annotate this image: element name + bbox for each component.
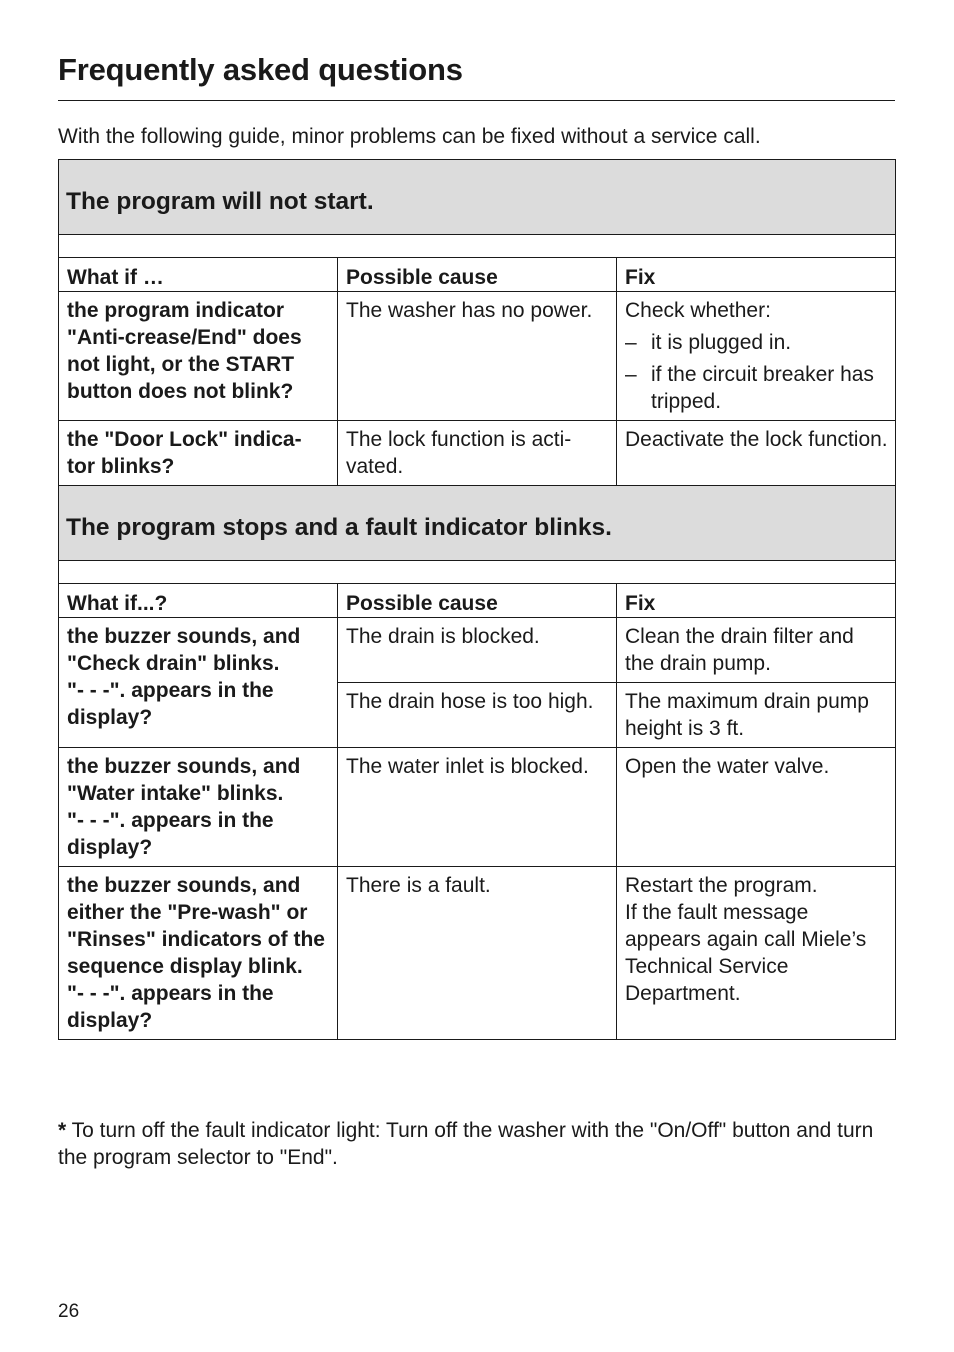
table-row — [59, 867, 896, 1040]
fix-cell: The maximum drain pump height is 3 ft. — [617, 683, 896, 748]
question-line: the buzzer sounds, and "Water intake" blinks. — [67, 755, 301, 805]
page-title: Frequently asked questions — [58, 52, 463, 87]
column-header-fix: Fix — [617, 584, 896, 618]
column-header-row — [59, 584, 896, 618]
column-header-cause: Possible cause — [338, 584, 617, 618]
fix-intro: Check whether: — [625, 299, 771, 322]
title-divider — [58, 100, 895, 101]
cause-cell: The drain hose is too high. — [338, 683, 617, 748]
footnote-asterisk: * — [58, 1119, 67, 1142]
page-number: 26 — [58, 1301, 80, 1322]
fix-cell — [617, 867, 896, 1040]
table-row — [59, 748, 896, 867]
question-line: the buzzer sounds, and "Check drain" blinks. — [67, 625, 301, 675]
section-heading: The program will not start. — [59, 160, 896, 235]
section-heading-row — [59, 486, 896, 561]
section-spacer-row — [59, 561, 896, 584]
question-cell: the "Door Lock" indica- tor blinks? — [59, 421, 338, 486]
section-spacer — [59, 561, 896, 584]
column-header-row — [59, 258, 896, 292]
column-header-what-if: What if … — [59, 258, 338, 292]
footnote — [58, 1117, 878, 1171]
fix-cell: Deactivate the lock function. — [617, 421, 896, 486]
cause-cell: The washer has no power. — [338, 292, 617, 421]
column-header-fix: Fix — [617, 258, 896, 292]
question-cell — [59, 618, 338, 748]
table-row — [59, 618, 896, 683]
fix-list-item-text: if the circuit breaker has tripped. — [651, 363, 874, 413]
fix-list-item — [625, 329, 888, 356]
dash-bullet: – — [625, 363, 637, 386]
fix-line: Restart the program. — [625, 874, 818, 897]
cause-cell: The lock function is acti- vated. — [338, 421, 617, 486]
section-spacer — [59, 235, 896, 258]
question-cell — [59, 748, 338, 867]
table-row — [59, 421, 896, 486]
fix-cell: Clean the drain filter and the drain pump. — [617, 618, 896, 683]
fix-cell — [617, 292, 896, 421]
cause-cell: There is a fault. — [338, 867, 617, 1040]
question-line: the buzzer sounds, and either the "Pre-wash" or "Rinses" indicators of the sequence display blink. — [67, 874, 325, 978]
dash-bullet: – — [625, 331, 637, 354]
intro-text: With the following guide, minor problems can be fixed without a service call. — [58, 125, 761, 148]
section-spacer-row — [59, 235, 896, 258]
fix-line: If the fault message appears again call Miele’s Technical Service Department. — [625, 901, 867, 1005]
column-header-what-if: What if...? — [59, 584, 338, 618]
question-line: "- - -". appears in the display? — [67, 809, 274, 859]
table-row — [59, 292, 896, 421]
question-cell — [59, 867, 338, 1040]
faq-table — [58, 159, 896, 1040]
question-cell: the program indicator "Anti-crease/End" does not light, or the START button does not blink? — [59, 292, 338, 421]
fix-list-item — [625, 361, 888, 415]
footnote-text: To turn off the fault indicator light: Turn off the washer with the "On/Off" button and turn the program selector to "End". — [58, 1119, 874, 1169]
fix-cell: Open the water valve. — [617, 748, 896, 867]
column-header-cause: Possible cause — [338, 258, 617, 292]
cause-cell: The water inlet is blocked. — [338, 748, 617, 867]
question-line: "- - -". appears in the display? — [67, 679, 274, 729]
section-heading: The program stops and a fault indicator blinks. — [59, 486, 896, 561]
section-heading-row — [59, 160, 896, 235]
fix-list-item-text: it is plugged in. — [651, 331, 792, 354]
cause-cell: The drain is blocked. — [338, 618, 617, 683]
question-line: "- - -". appears in the display? — [67, 982, 274, 1032]
